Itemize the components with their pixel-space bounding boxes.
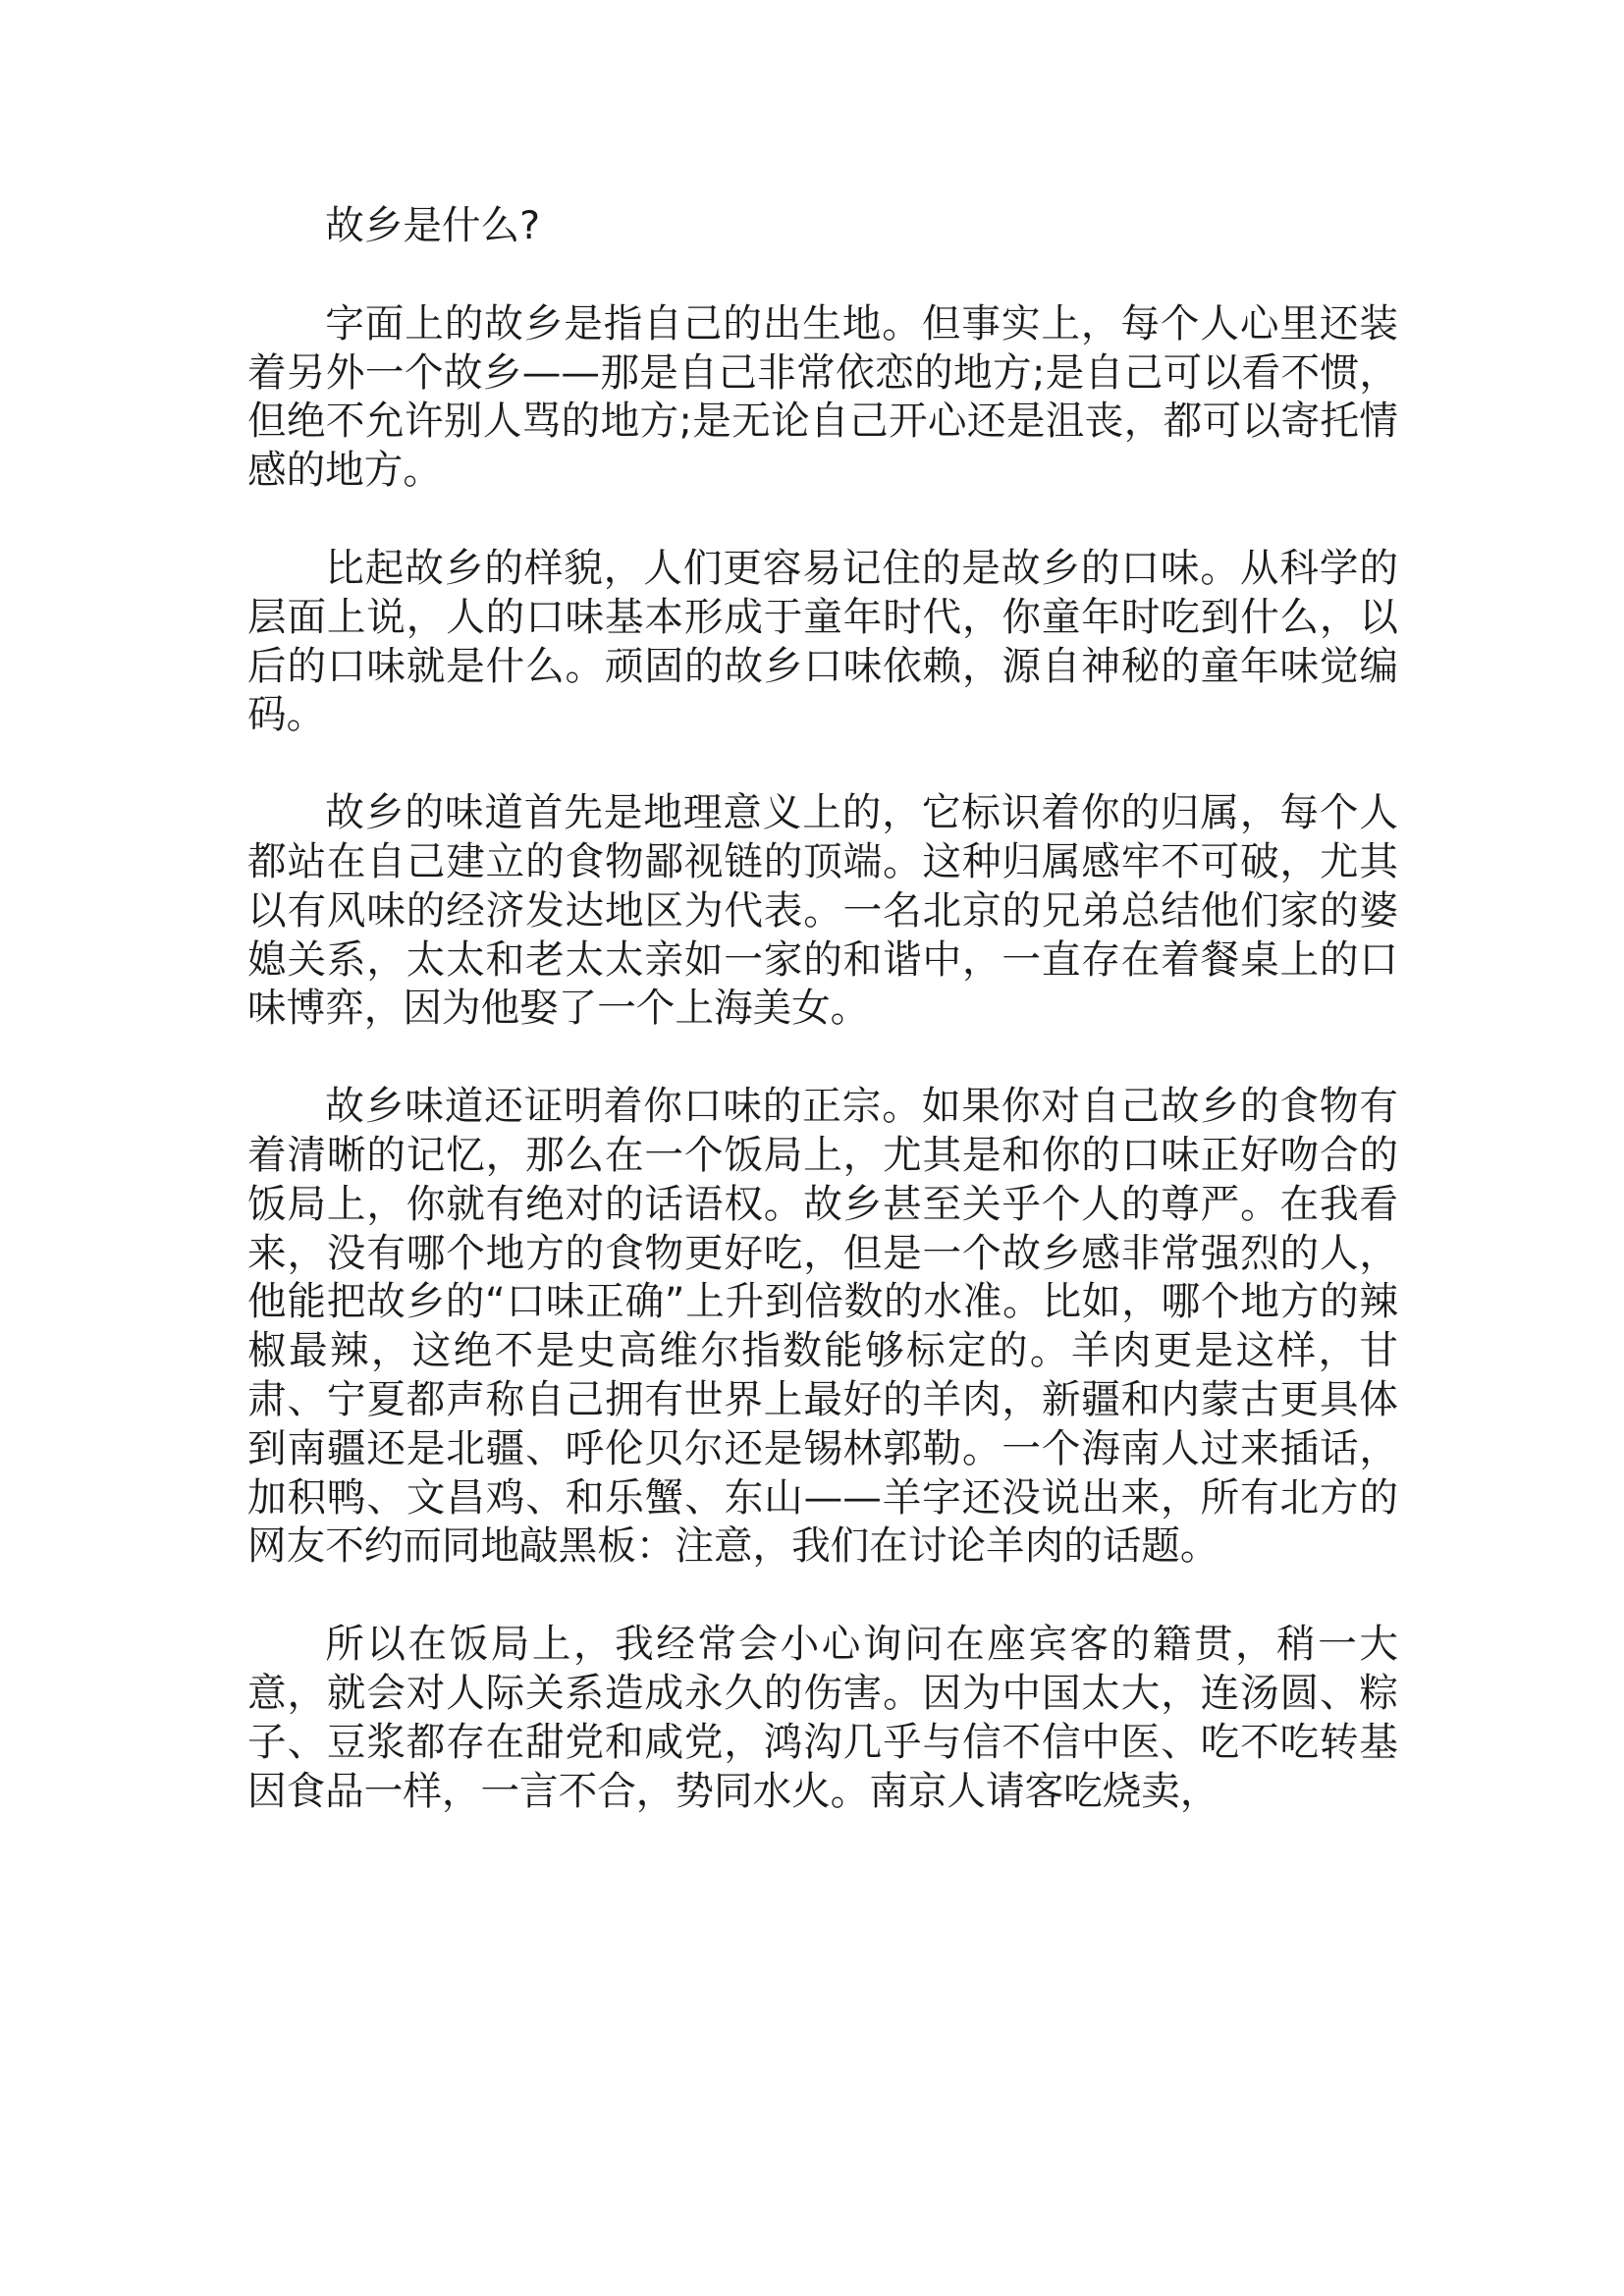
paragraph-dinner-etiquette: 所以在饭局上，我经常会小心询问在座宾客的籍贯，稍一大意，就会对人际关系造成永久的伤害。因为中国太大，连汤圆、粽子、豆浆都存在甜党和咸党，鸿沟几乎与信不信中医、吃不吃转基因食品一样，一言不合，势同水火。南京人请客吃烧卖， (247, 1622, 1398, 1814)
paragraph-definition: 字面上的故乡是指自己的出生地。但事实上，每个人心里还装着另外一个故乡——那是自己非常依恋的地方;是自己可以看不惯，但绝不允许别人骂的地方;是无论自己开心还是沮丧，都可以寄托情感的地方。 (247, 300, 1398, 494)
paragraph-authenticity: 故乡味道还证明着你口味的正宗。如果你对自己故乡的食物有着清晰的记忆，那么在一个饭局上，尤其是和你的口味正好吻合的饭局上，你就有绝对的话语权。故乡甚至关乎个人的尊严。在我看来，没有哪个地方的食物更好吃，但是一个故乡感非常强烈的人，他能把故乡的“口味正确”上升到倍数的水准。比如，哪个地方的辣椒最辣，这绝不是史高维尔指数能够标定的。羊肉更是这样，甘肃、宁夏都声称自己拥有世界上最好的羊肉，新疆和内蒙古更具体到南疆还是北疆、呼伦贝尔还是锡林郭勒。一个海南人过来插话，加积鸭、文昌鸡、和乐蟹、东山——羊字还没说出来，所有北方的网友不约而同地敲黑板：注意，我们在讨论羊肉的话题。 (247, 1084, 1398, 1570)
paragraph-question: 故乡是什么? (325, 203, 541, 248)
paragraph-taste-memory: 比起故乡的样貌，人们更容易记住的是故乡的口味。从科学的层面上说，人的口味基本形成于童年时代，你童年时吃到什么，以后的口味就是什么。顽固的故乡口味依赖，源自神秘的童年味觉编码。 (247, 545, 1398, 738)
paragraph-geography: 故乡的味道首先是地理意义上的，它标识着你的归属，每个人都站在自己建立的食物鄙视链的顶端。这种归属感牢不可破，尤其以有风味的经济发达地区为代表。一名北京的兄弟总结他们家的婆媳关系，太太和老太太亲如一家的和谐中，一直存在着餐桌上的口味博弈，因为他娶了一个上海美女。 (247, 790, 1398, 1032)
document-page (247, 202, 1398, 1816)
